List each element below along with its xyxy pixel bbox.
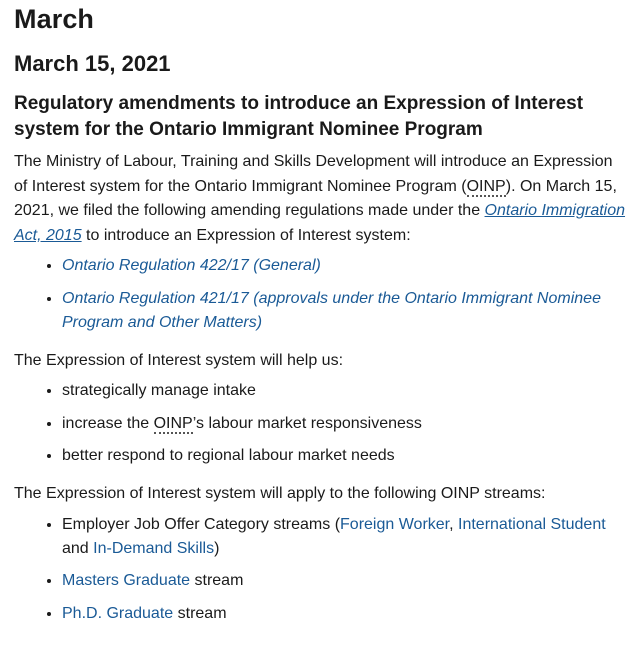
streams-intro-paragraph: The Expression of Interest system will apply to the following OINP streams: <box>14 485 546 502</box>
list-item: • Masters Graduate stream <box>62 569 626 593</box>
date-heading: March 15, 2021 <box>14 51 171 76</box>
page-content <box>0 4 640 626</box>
ontario-immigration-act-link[interactable]: Ontario Immigration Act, 2015 <box>14 202 626 244</box>
masters-graduate-link[interactable]: Masters Graduate <box>62 572 191 589</box>
list-item <box>62 287 626 335</box>
foreign-worker-link[interactable]: Foreign Worker <box>340 515 450 533</box>
regulation-421-link[interactable]: Ontario Regulation 421/17 (approvals under the Ontario Immigrant Nominee Program and Other Matters) <box>62 289 601 331</box>
list-item <box>62 254 626 278</box>
regulation-422-link[interactable]: Ontario Regulation 422/17 (General) <box>62 257 321 274</box>
list-item: • Employer Job Offer Category streams (Foreign Worker, International Student and In-Demand Skills) <box>62 513 626 561</box>
international-student-link[interactable]: International Student <box>458 515 606 533</box>
list-item: • increase the OINP’s labour market responsiveness <box>62 412 626 436</box>
list-item: • strategically manage intake <box>62 379 626 403</box>
streams-list <box>14 513 626 626</box>
help-intro-paragraph: The Expression of Interest system will help us: <box>14 351 344 369</box>
phd-graduate-link[interactable]: Ph.D. Graduate <box>62 604 174 622</box>
intro-paragraph <box>14 150 626 248</box>
article-title: Regulatory amendments to introduce an Expression of Interest system for the Ontario Immigrant Nominee Program <box>14 93 584 140</box>
month-heading: March <box>14 4 95 34</box>
help-list <box>14 379 626 468</box>
intro-text-2: ). On March 15, 2021, we filed the following amending regulations made under the <box>14 177 617 219</box>
regulations-list <box>14 254 626 335</box>
intro-text-1: The Ministry of Labour, Training and Skills Development will introduce an Expression of Interest system for the Ontario Immigrant Nominee Program ( <box>14 153 613 195</box>
list-item: • better respond to regional labour market needs <box>62 444 626 468</box>
intro-text-3: to introduce an Expression of Interest system: <box>81 226 411 244</box>
in-demand-skills-link[interactable]: In-Demand Skills <box>93 539 215 557</box>
oinp-abbreviation: OINP <box>466 177 506 195</box>
list-item: • Ph.D. Graduate stream <box>62 602 626 626</box>
oinp-abbreviation: OINP <box>153 414 193 432</box>
